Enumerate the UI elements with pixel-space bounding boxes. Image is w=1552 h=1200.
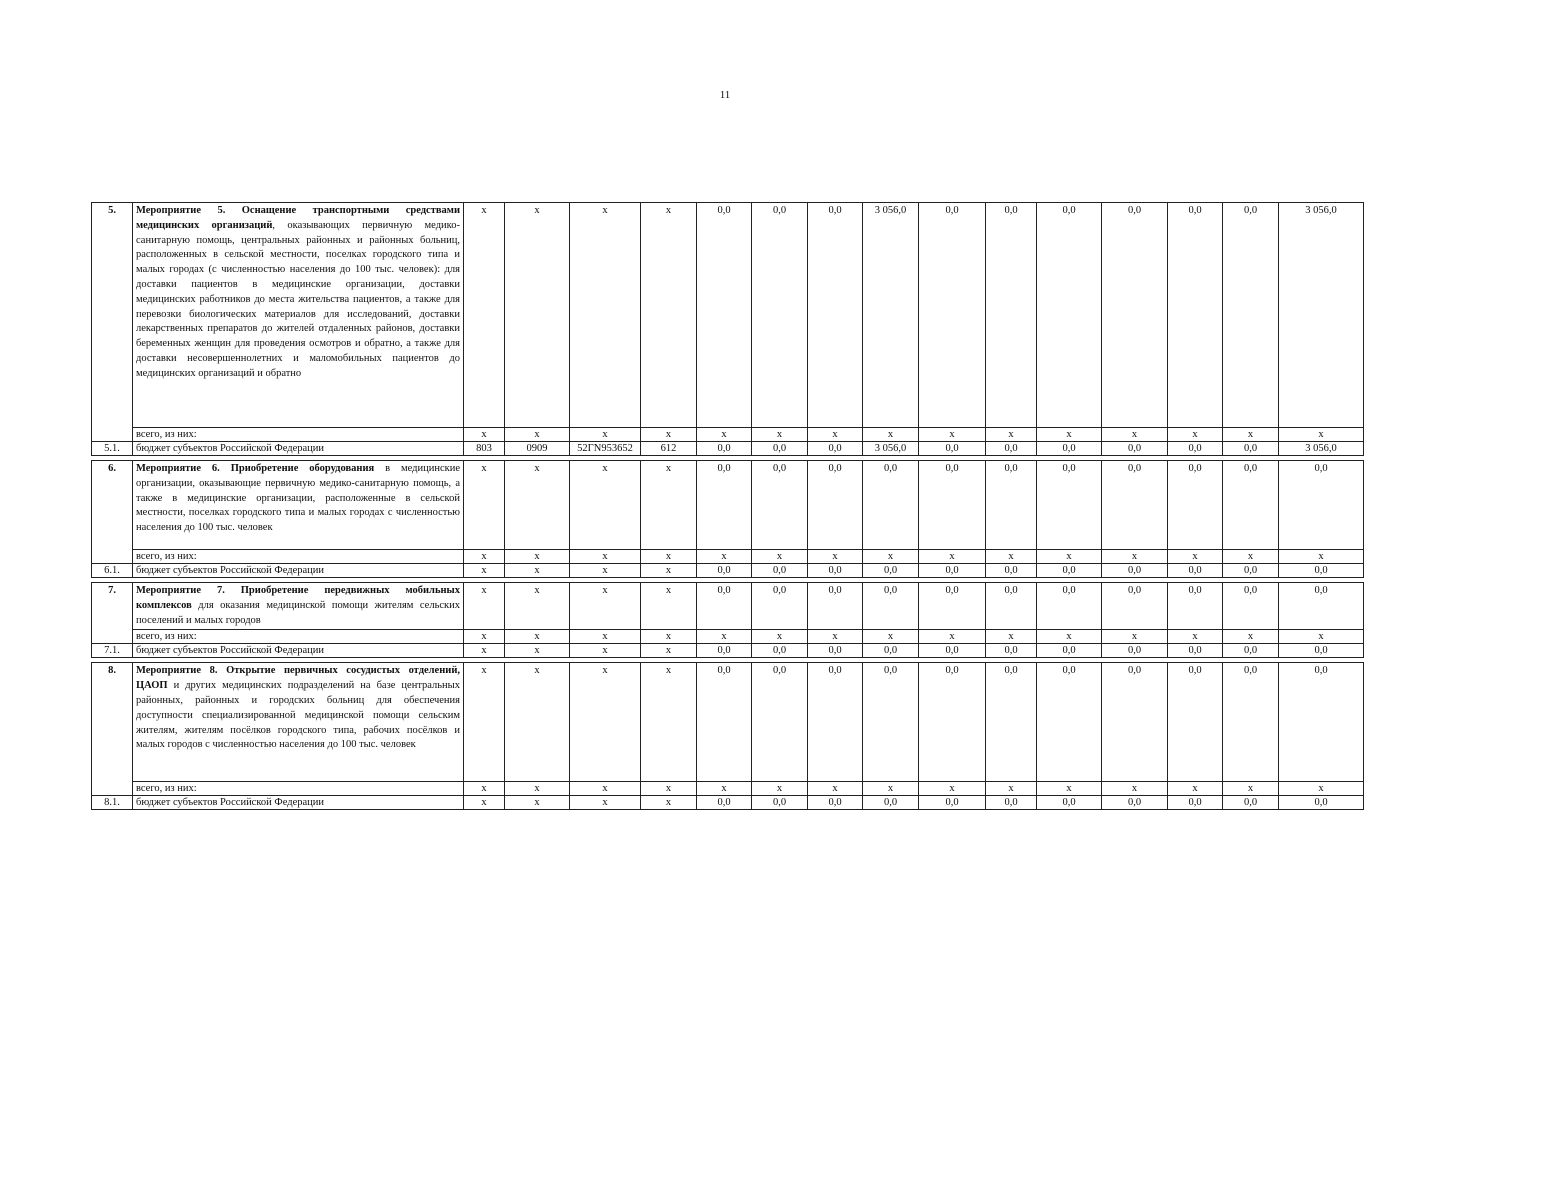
value-cell: x: [1102, 782, 1168, 796]
value-cell: x: [752, 630, 808, 644]
budget-source-row: [92, 796, 1364, 810]
value-cell: 0,0: [1037, 203, 1102, 428]
value-cell: 0,0: [697, 442, 752, 456]
value-cell: 0,0: [752, 564, 808, 578]
value-cell: x: [808, 782, 863, 796]
value-cell: 0,0: [697, 644, 752, 658]
value-cell: 0,0: [1037, 663, 1102, 782]
value-cell: x: [1223, 550, 1279, 564]
value-cell: x: [464, 203, 505, 428]
value-cell: 0,0: [808, 583, 863, 630]
total-label: всего, из них:: [133, 630, 464, 644]
value-cell: 0,0: [919, 663, 986, 782]
measure-text: для оказания медицинской помощи жителям сельских поселений и малых городов: [136, 599, 460, 626]
value-cell: 0,0: [1223, 461, 1279, 550]
value-cell: x: [1037, 550, 1102, 564]
value-cell: x: [919, 782, 986, 796]
value-cell: 0,0: [1168, 663, 1223, 782]
value-cell: x: [1279, 782, 1364, 796]
value-cell: x: [570, 663, 641, 782]
value-cell: 0,0: [1223, 796, 1279, 810]
value-cell: 0,0: [1037, 564, 1102, 578]
value-cell: 0,0: [1102, 564, 1168, 578]
value-cell: x: [1279, 630, 1364, 644]
measure-title: Мероприятие 7. Приобретение передвижных мобильных комплексов: [136, 585, 460, 611]
measure-text: в медицинские организации, оказывающие первичную медико-санитарную помощь, а также в медицинские организации, расположенные в сельской местности, поселках городского типа и малых городах с численностью населения до 100 тыс. человек: [136, 463, 461, 534]
value-cell: 0,0: [1037, 583, 1102, 630]
value-cell: x: [505, 203, 570, 428]
budget-table: [91, 202, 1364, 810]
value-cell: x: [464, 796, 505, 810]
measure-text: , оказывающих первичную медико-санитарную помощь, центральных районных и районных больниц, расположенных в сельской местности, поселках городского типа и малых городах (с численностью населения до 100 тыс. человек): для доставки пациентов в медицинские организации, доставки медицинских работников до места жительства пациентов, а также для перевозки биологических материалов для исследований, доставки лекарственных препаратов до жителей отдаленных районов, доставки беременных женщин для проведения осмотров и обратно, а также для доставки несовершеннолетних и маломобильных пациентов до медицинских организаций и обратно: [136, 219, 460, 379]
value-cell: 0,0: [919, 796, 986, 810]
value-cell: 0,0: [1037, 461, 1102, 550]
value-cell: 0,0: [808, 564, 863, 578]
value-cell: 0,0: [697, 461, 752, 550]
value-cell: 0,0: [1279, 663, 1364, 782]
value-cell: x: [1168, 550, 1223, 564]
value-cell: 0,0: [1223, 564, 1279, 578]
value-cell: 3 056,0: [863, 203, 919, 428]
value-cell: 0,0: [752, 442, 808, 456]
value-cell: x: [808, 428, 863, 442]
value-cell: 0,0: [808, 442, 863, 456]
value-cell: 0,0: [808, 203, 863, 428]
value-cell: x: [641, 550, 697, 564]
value-cell: 0,0: [1102, 663, 1168, 782]
measure-title: Мероприятие 5. Оснащение транспортными средствами медицинских организаций: [136, 205, 460, 231]
value-cell: 0,0: [1223, 203, 1279, 428]
budget-source-row: [92, 644, 1364, 658]
value-cell: 0,0: [986, 564, 1037, 578]
value-cell: x: [505, 796, 570, 810]
value-cell: x: [697, 782, 752, 796]
value-cell: 0,0: [808, 796, 863, 810]
value-cell: x: [570, 796, 641, 810]
value-cell: 0,0: [1168, 796, 1223, 810]
value-cell: 0,0: [863, 663, 919, 782]
value-cell: x: [641, 630, 697, 644]
measure-row: [92, 663, 1364, 782]
value-cell: 0,0: [986, 461, 1037, 550]
value-cell: 0,0: [752, 461, 808, 550]
value-cell: x: [505, 428, 570, 442]
value-cell: 0,0: [986, 203, 1037, 428]
value-cell: x: [570, 583, 641, 630]
value-cell: x: [505, 644, 570, 658]
value-cell: x: [1037, 630, 1102, 644]
measure-title: Мероприятие 8. Открытие первичных сосудистых отделений, ЦАОП: [136, 665, 460, 692]
value-cell: 0,0: [863, 644, 919, 658]
value-cell: 0,0: [752, 203, 808, 428]
value-cell: 0,0: [919, 564, 986, 578]
value-cell: x: [464, 461, 505, 550]
measure-row: [92, 461, 1364, 550]
value-cell: 0,0: [752, 663, 808, 782]
value-cell: 0,0: [1102, 203, 1168, 428]
value-cell: 0,0: [808, 461, 863, 550]
value-cell: 0,0: [1037, 644, 1102, 658]
value-cell: x: [808, 550, 863, 564]
value-cell: 52ГN953652: [570, 442, 641, 456]
value-cell: x: [464, 550, 505, 564]
value-cell: x: [464, 630, 505, 644]
value-cell: x: [570, 428, 641, 442]
value-cell: x: [986, 782, 1037, 796]
value-cell: x: [641, 428, 697, 442]
value-cell: x: [464, 564, 505, 578]
value-cell: x: [570, 564, 641, 578]
value-cell: x: [570, 203, 641, 428]
value-cell: 0,0: [1279, 796, 1364, 810]
table-body: [92, 203, 1364, 810]
value-cell: 0,0: [697, 796, 752, 810]
value-cell: x: [505, 663, 570, 782]
measure-description: [133, 583, 464, 630]
value-cell: x: [641, 782, 697, 796]
value-cell: 612: [641, 442, 697, 456]
value-cell: 0,0: [1168, 461, 1223, 550]
value-cell: 0,0: [863, 461, 919, 550]
value-cell: x: [1223, 630, 1279, 644]
value-cell: x: [752, 782, 808, 796]
value-cell: 0,0: [1037, 796, 1102, 810]
sub-number: 7.1.: [92, 644, 133, 658]
budget-source-label: бюджет субъектов Российской Федерации: [133, 796, 464, 810]
value-cell: 803: [464, 442, 505, 456]
budget-source-row: [92, 442, 1364, 456]
value-cell: 0,0: [1168, 583, 1223, 630]
value-cell: x: [464, 583, 505, 630]
value-cell: x: [570, 644, 641, 658]
value-cell: 0,0: [752, 796, 808, 810]
measure-description: [133, 203, 464, 428]
value-cell: x: [752, 428, 808, 442]
sub-number: 5.1.: [92, 442, 133, 456]
value-cell: 0,0: [697, 663, 752, 782]
value-cell: 0,0: [752, 644, 808, 658]
total-row: [92, 630, 1364, 644]
value-cell: 0,0: [986, 796, 1037, 810]
value-cell: 0,0: [919, 442, 986, 456]
value-cell: x: [505, 630, 570, 644]
value-cell: 0,0: [1223, 442, 1279, 456]
value-cell: 0,0: [863, 564, 919, 578]
measure-description: [133, 663, 464, 782]
value-cell: x: [1168, 630, 1223, 644]
value-cell: 0,0: [808, 663, 863, 782]
value-cell: x: [919, 630, 986, 644]
value-cell: 0,0: [919, 461, 986, 550]
value-cell: x: [697, 428, 752, 442]
total-label: всего, из них:: [133, 782, 464, 796]
value-cell: x: [505, 564, 570, 578]
value-cell: 0,0: [1168, 442, 1223, 456]
budget-source-label: бюджет субъектов Российской Федерации: [133, 644, 464, 658]
value-cell: x: [1037, 428, 1102, 442]
value-cell: x: [641, 583, 697, 630]
value-cell: x: [641, 564, 697, 578]
sub-number: 6.1.: [92, 564, 133, 578]
value-cell: x: [570, 461, 641, 550]
measure-text: и других медицинских подразделений на базе центральных районных, районных и городских больниц для обеспечения доступности специализированной медицинской помощи сельским жителям, жителям посёлков городского типа, рабочих посёлков и малых городов с численностью населения до 100 тыс. человек: [136, 680, 460, 751]
value-cell: 0,0: [808, 644, 863, 658]
measure-number: 8.: [92, 663, 133, 796]
value-cell: x: [641, 644, 697, 658]
value-cell: x: [1168, 782, 1223, 796]
value-cell: 3 056,0: [1279, 442, 1364, 456]
value-cell: x: [1102, 550, 1168, 564]
value-cell: 0,0: [1223, 583, 1279, 630]
value-cell: x: [1279, 550, 1364, 564]
measure-title: Мероприятие 6. Приобретение оборудования: [136, 463, 375, 474]
value-cell: 0,0: [1102, 461, 1168, 550]
value-cell: 0,0: [752, 583, 808, 630]
page-number: 11: [719, 89, 731, 101]
value-cell: 0,0: [1279, 564, 1364, 578]
total-label: всего, из них:: [133, 428, 464, 442]
budget-source-label: бюджет субъектов Российской Федерации: [133, 564, 464, 578]
value-cell: x: [1102, 630, 1168, 644]
value-cell: x: [641, 461, 697, 550]
value-cell: x: [863, 782, 919, 796]
measure-row: [92, 203, 1364, 428]
value-cell: 0,0: [919, 644, 986, 658]
value-cell: x: [570, 630, 641, 644]
value-cell: 0,0: [697, 583, 752, 630]
value-cell: 0,0: [697, 564, 752, 578]
value-cell: x: [1223, 782, 1279, 796]
value-cell: 0,0: [1279, 644, 1364, 658]
value-cell: x: [863, 630, 919, 644]
budget-source-row: [92, 564, 1364, 578]
value-cell: x: [697, 550, 752, 564]
value-cell: x: [641, 663, 697, 782]
measure-number: 7.: [92, 583, 133, 644]
value-cell: 0,0: [1168, 203, 1223, 428]
value-cell: x: [919, 550, 986, 564]
value-cell: x: [1279, 428, 1364, 442]
value-cell: 0,0: [1279, 583, 1364, 630]
value-cell: 3 056,0: [863, 442, 919, 456]
value-cell: 0,0: [986, 442, 1037, 456]
value-cell: 0,0: [1168, 564, 1223, 578]
total-row: [92, 550, 1364, 564]
value-cell: x: [570, 782, 641, 796]
value-cell: 0,0: [986, 583, 1037, 630]
total-row: [92, 428, 1364, 442]
value-cell: 0,0: [919, 203, 986, 428]
value-cell: x: [1168, 428, 1223, 442]
value-cell: x: [863, 550, 919, 564]
value-cell: x: [570, 550, 641, 564]
value-cell: x: [505, 550, 570, 564]
value-cell: x: [986, 428, 1037, 442]
value-cell: 0,0: [919, 583, 986, 630]
budget-source-label: бюджет субъектов Российской Федерации: [133, 442, 464, 456]
value-cell: x: [641, 203, 697, 428]
value-cell: 0,0: [697, 203, 752, 428]
value-cell: 0,0: [863, 796, 919, 810]
value-cell: x: [641, 796, 697, 810]
value-cell: 0,0: [986, 663, 1037, 782]
value-cell: 0,0: [863, 583, 919, 630]
value-cell: x: [505, 461, 570, 550]
value-cell: x: [464, 663, 505, 782]
measure-number: 6.: [92, 461, 133, 564]
value-cell: x: [986, 550, 1037, 564]
value-cell: x: [752, 550, 808, 564]
value-cell: x: [505, 782, 570, 796]
value-cell: x: [986, 630, 1037, 644]
value-cell: 0,0: [1102, 644, 1168, 658]
value-cell: 0,0: [1223, 644, 1279, 658]
value-cell: 0,0: [1102, 796, 1168, 810]
value-cell: 0909: [505, 442, 570, 456]
value-cell: 3 056,0: [1279, 203, 1364, 428]
value-cell: 0,0: [1223, 663, 1279, 782]
value-cell: 0,0: [986, 644, 1037, 658]
value-cell: 0,0: [1102, 583, 1168, 630]
sub-number: 8.1.: [92, 796, 133, 810]
value-cell: x: [505, 583, 570, 630]
value-cell: 0,0: [1168, 644, 1223, 658]
measure-description: [133, 461, 464, 550]
value-cell: 0,0: [1279, 461, 1364, 550]
value-cell: x: [863, 428, 919, 442]
total-row: [92, 782, 1364, 796]
value-cell: 0,0: [1102, 442, 1168, 456]
value-cell: x: [919, 428, 986, 442]
measure-number: 5.: [92, 203, 133, 442]
value-cell: x: [464, 644, 505, 658]
value-cell: x: [1102, 428, 1168, 442]
value-cell: x: [1037, 782, 1102, 796]
total-label: всего, из них:: [133, 550, 464, 564]
value-cell: 0,0: [1037, 442, 1102, 456]
measure-row: [92, 583, 1364, 630]
value-cell: x: [1223, 428, 1279, 442]
value-cell: x: [464, 428, 505, 442]
value-cell: x: [464, 782, 505, 796]
value-cell: x: [697, 630, 752, 644]
value-cell: x: [808, 630, 863, 644]
